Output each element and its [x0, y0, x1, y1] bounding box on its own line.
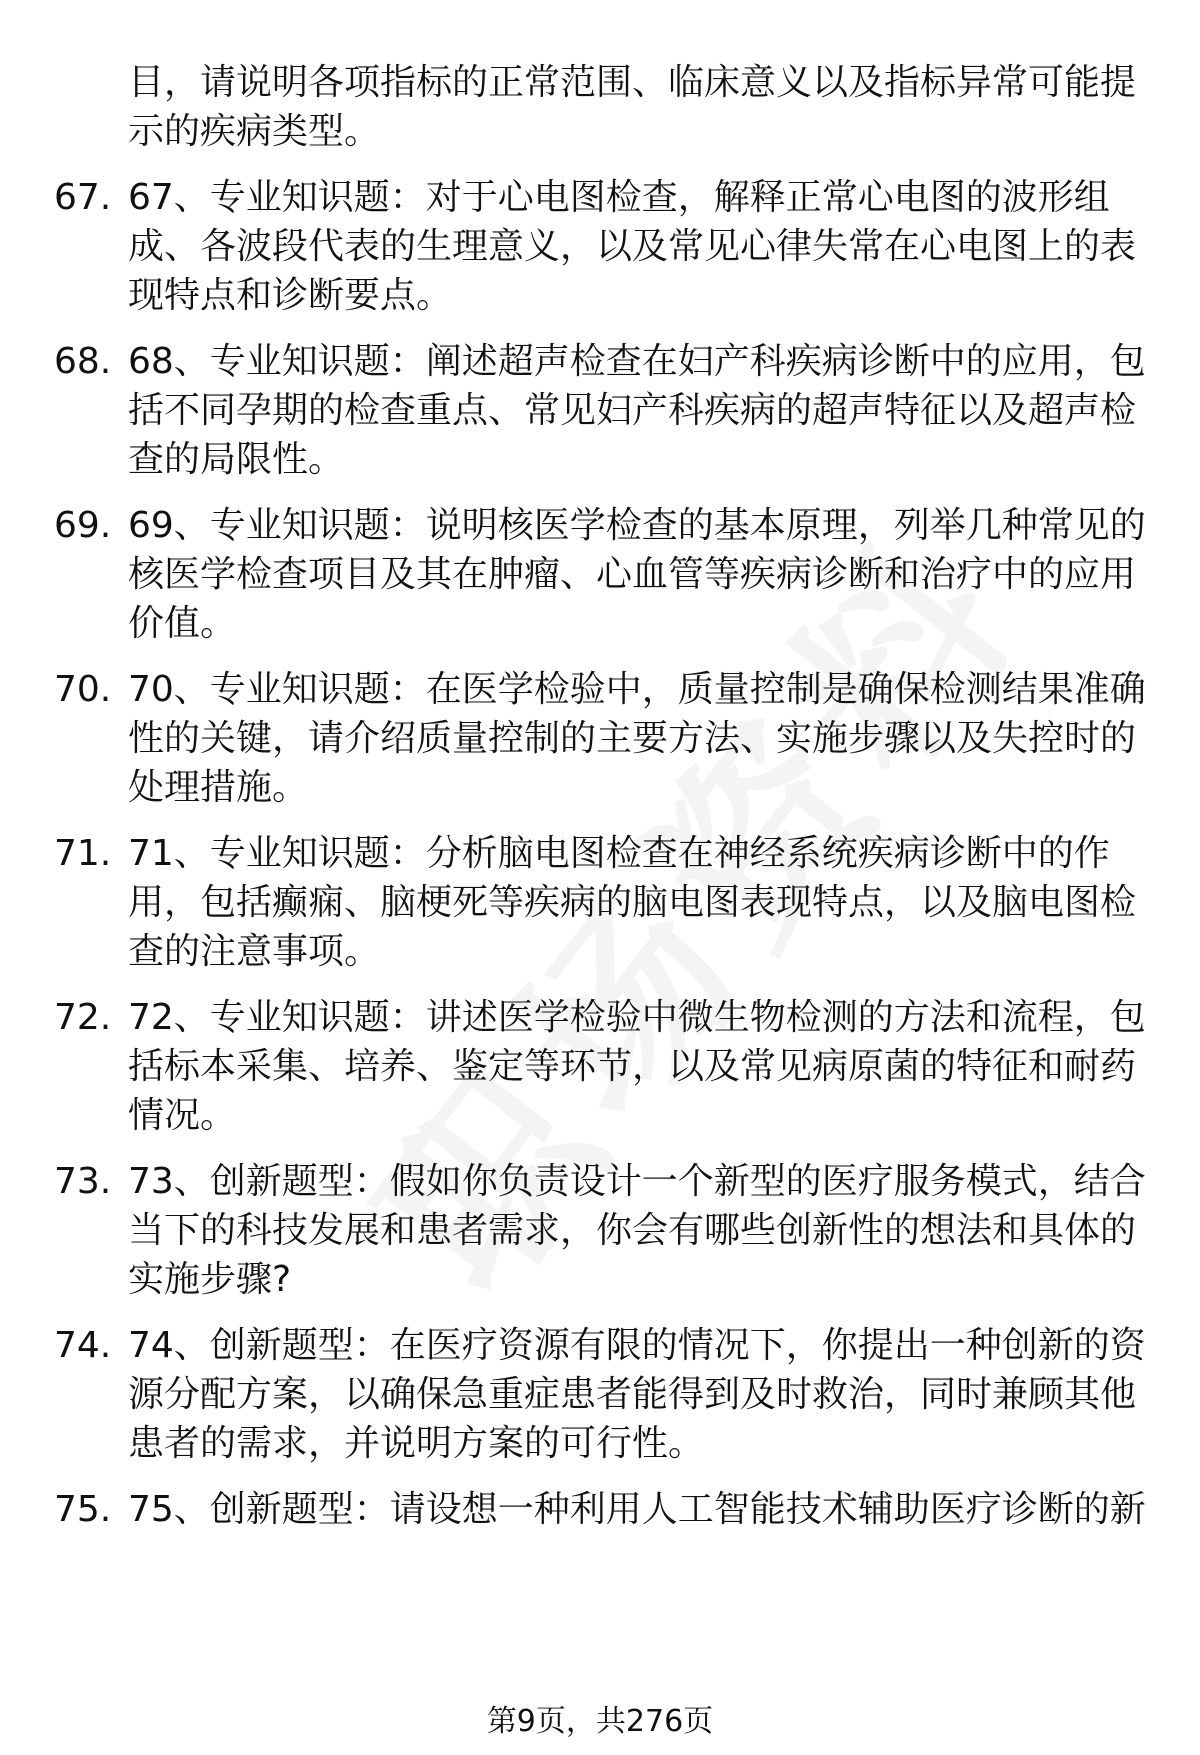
question-text: 67、专业知识题：对于心电图检查，解释正常心电图的波形组成、各波段代表的生理意义，以及常见心律失常在心电图上的表现特点和诊断要点。 — [128, 177, 1137, 316]
page-number-footer: 第9页，共276页 — [486, 1704, 714, 1739]
list-number: 73. — [54, 1161, 112, 1202]
question-text: 69、专业知识题：说明核医学检查的基本原理，列举几种常见的核医学检查项目及其在肿瘤、心血管等疾病诊断和治疗中的应用价值。 — [128, 505, 1146, 644]
question-text: 75、创新题型：请设想一种利用人工智能技术辅助医疗诊断的新 — [128, 1489, 1146, 1530]
list-number: 67. — [54, 177, 112, 218]
question-text: 74、创新题型：在医疗资源有限的情况下，你提出一种创新的资源分配方案，以确保急重症患者能得到及时救治，同时兼顾其他患者的需求，并说明方案的可行性。 — [128, 1325, 1146, 1464]
question-text: 73、创新题型：假如你负责设计一个新型的医疗服务模式，结合当下的科技发展和患者需求，你会有哪些创新性的想法和具体的实施步骤? — [128, 1161, 1146, 1300]
question-text: 68、专业知识题：阐述超声检查在妇产科疾病诊断中的应用，包括不同孕期的检查重点、常见妇产科疾病的超声特征以及超声检查的局限性。 — [128, 341, 1146, 480]
list-number: 75. — [54, 1489, 112, 1530]
question-text: 70、专业知识题：在医学检验中，质量控制是确保检测结果准确性的关键，请介绍质量控制的主要方法、实施步骤以及失控时的处理措施。 — [128, 669, 1146, 808]
continued-paragraph: 目，请说明各项指标的正常范围、临床意义以及指标异常可能提示的疾病类型。 — [128, 62, 1137, 152]
list-number: 70. — [54, 669, 112, 710]
list-number: 71. — [54, 833, 112, 874]
list-number: 69. — [54, 505, 112, 546]
list-number: 68. — [54, 341, 112, 382]
question-text: 71、专业知识题：分析脑电图检查在神经系统疾病诊断中的作用，包括癫痫、脑梗死等疾病的脑电图表现特点，以及脑电图检查的注意事项。 — [128, 833, 1137, 972]
list-number: 72. — [54, 997, 112, 1038]
question-text: 72、专业知识题：讲述医学检验中微生物检测的方法和流程，包括标本采集、培养、鉴定等环节，以及常见病原菌的特征和耐药情况。 — [128, 997, 1146, 1136]
list-number: 74. — [54, 1325, 112, 1366]
